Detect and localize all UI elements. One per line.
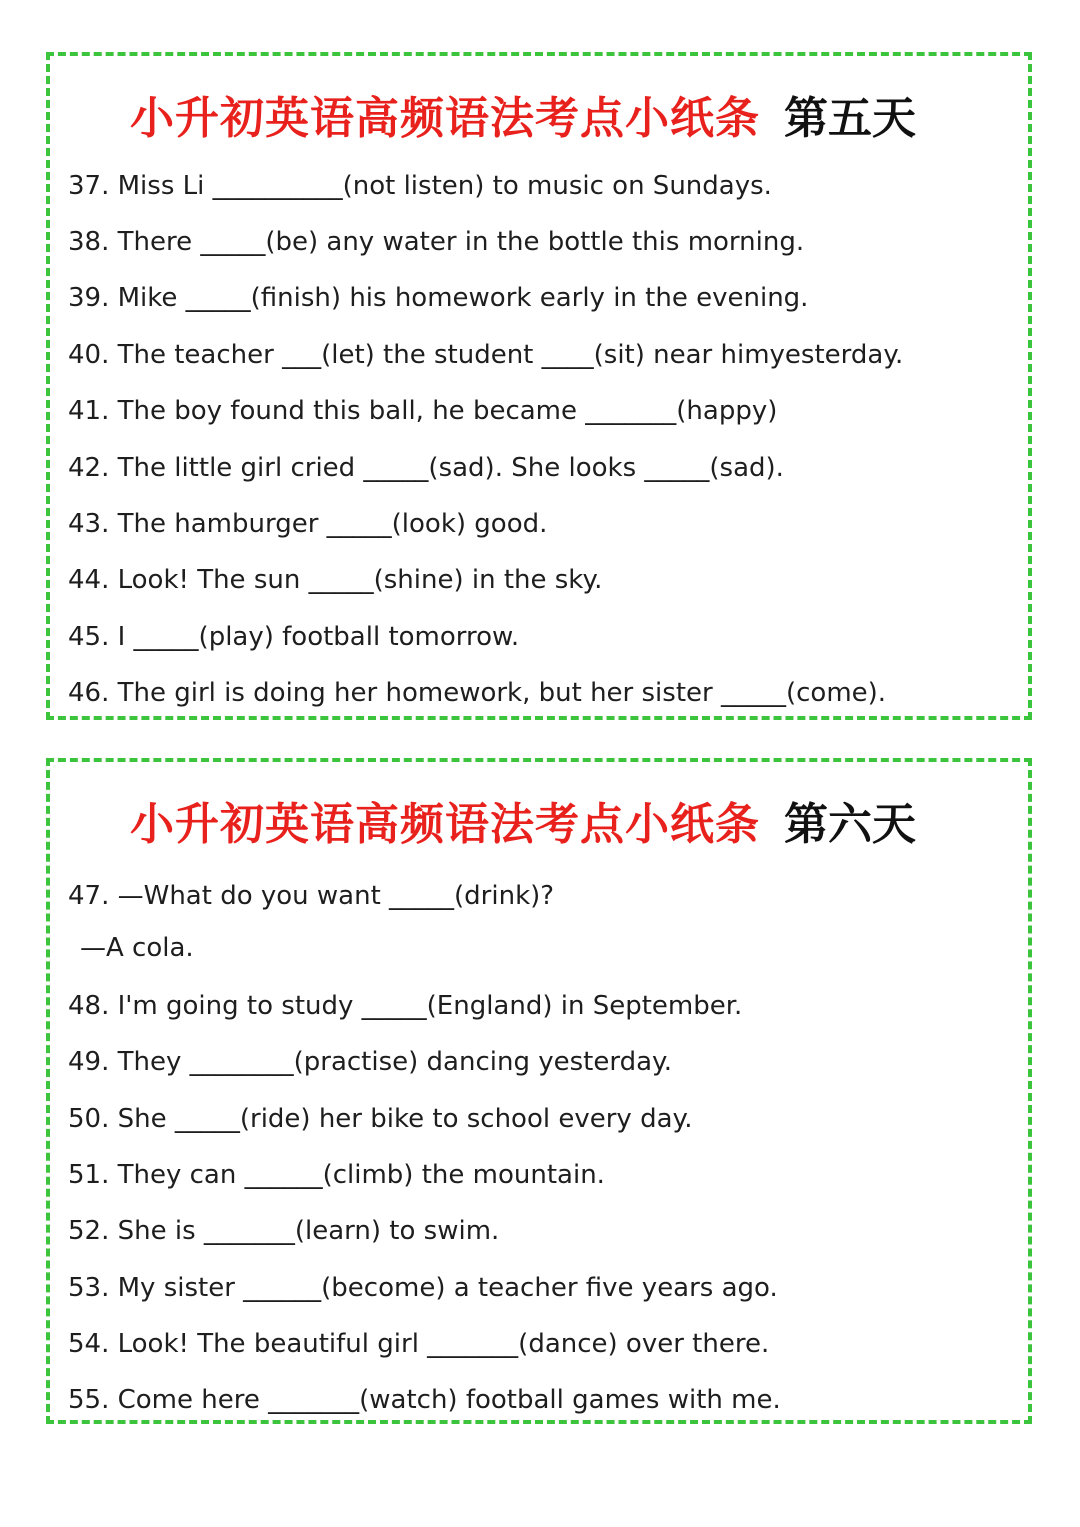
question-55: 55. Come here _______(watch) football games with me.: [68, 1385, 781, 1415]
title-main: 小升初英语高频语法考点小纸条: [130, 93, 760, 144]
title-main: 小升初英语高频语法考点小纸条: [130, 799, 760, 850]
question-53: 53. My sister ______(become) a teacher five years ago.: [68, 1273, 778, 1303]
question-45: 45. I _____(play) football tomorrow.: [68, 622, 520, 652]
question-51: 51. They can ______(climb) the mountain.: [68, 1160, 605, 1190]
question-38: 38. There _____(be) any water in the bottle this morning.: [68, 227, 805, 257]
question-44: 44. Look! The sun _____(shine) in the sky.: [68, 565, 603, 595]
question-37: 37. Miss Li __________(not listen) to music on Sundays.: [68, 171, 772, 201]
question-52: 52. She is _______(learn) to swim.: [68, 1216, 500, 1246]
worksheet-card-day-5: [46, 52, 1032, 720]
question-46: 46. The girl is doing her homework, but her sister _____(come).: [68, 678, 887, 708]
card-title: [130, 790, 916, 850]
question-42: 42. The little girl cried _____(sad). She looks _____(sad).: [68, 453, 784, 483]
question-41: 41. The boy found this ball, he became _______(happy): [68, 396, 778, 426]
question-43: 43. The hamburger _____(look) good.: [68, 509, 548, 539]
worksheet-card-day-6: [46, 758, 1032, 1424]
question-50: 50. She _____(ride) her bike to school every day.: [68, 1104, 693, 1134]
question-54: 54. Look! The beautiful girl _______(dance) over there.: [68, 1329, 770, 1359]
question-47-answer: —A cola.: [80, 933, 194, 963]
title-day: 第六天: [784, 799, 916, 850]
question-39: 39. Mike _____(finish) his homework early in the evening.: [68, 283, 809, 313]
title-day: 第五天: [784, 93, 916, 144]
question-47: 47. —What do you want _____(drink)?: [68, 881, 555, 911]
card-title: [130, 84, 916, 144]
question-49: 49. They ________(practise) dancing yesterday.: [68, 1047, 672, 1077]
question-48: 48. I'm going to study _____(England) in September.: [68, 991, 743, 1021]
question-40: 40. The teacher ___(let) the student ____(sit) near himyesterday.: [68, 340, 904, 370]
